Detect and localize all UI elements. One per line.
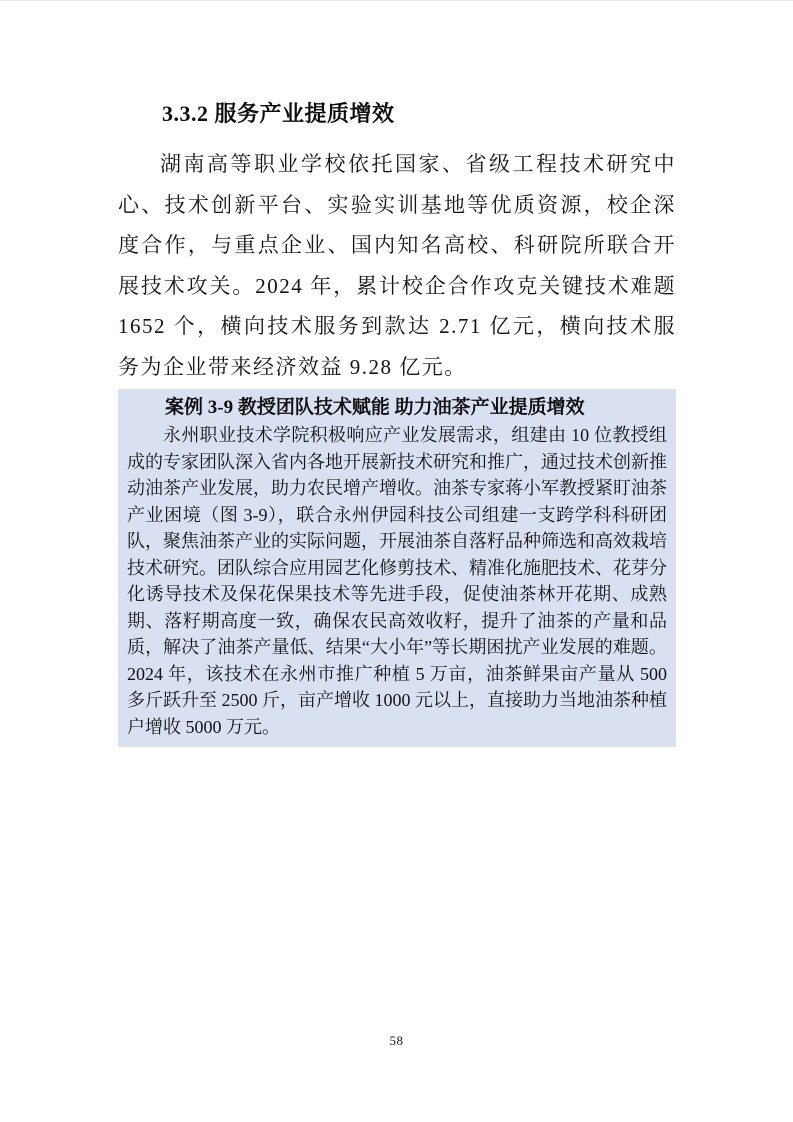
case-box-body: 永州职业技术学院积极响应产业发展需求，组建由 10 位教授组成的专家团队深入省内各地开展新技术研究和推广，通过技术创新推动油茶产业发展，助力农民增产增收。油茶专家蒋小军教授紧盯油茶产业困境（图 3-9），联合永州伊园科技公司组建一支跨学科科研团队，聚焦油茶产业的实际问题，开展油茶自落籽品种筛选和高效栽培技术研究。团队综合应用园艺化修剪技术、精准化施肥技术、花芽分化诱导技术及保花保果技术等先进手段，促使油茶林开花期、成熟期、落籽期高度一致，确保农民高效收籽，提升了油茶的产量和品质，解决了油茶产量低、结果“大小年”等长期困扰产业发展的难题。2024 年，该技术在永州市推广种植 5 万亩，油茶鲜果亩产量从 500 多斤跃升至 2500 斤，亩产增收 1000 元以上，直接助力当地油茶种植户增收 5000 万元。 <box>127 425 667 737</box>
section-heading: 3.3.2 服务产业提质增效 <box>162 101 395 126</box>
page-top-edge <box>0 0 793 1</box>
case-box-title: 案例 3-9 教授团队技术赋能 助力油茶产业提质增效 <box>165 397 585 418</box>
intro-paragraph: 湖南高等职业学校依托国家、省级工程技术研究中心、技术创新平台、实验实训基地等优质资源，校企深度合作，与重点企业、国内知名高校、科研院所联合开展技术攻关。2024 年，累计校企合作攻克关键技术难题 1652 个，横向技术服务到款达 2.71 亿元，横向技术服务为企业带来经济效益 9.28 亿元。 <box>118 152 676 379</box>
page-footer <box>0 1032 793 1050</box>
page-number: 58 <box>389 1033 404 1048</box>
case-box <box>118 389 676 747</box>
